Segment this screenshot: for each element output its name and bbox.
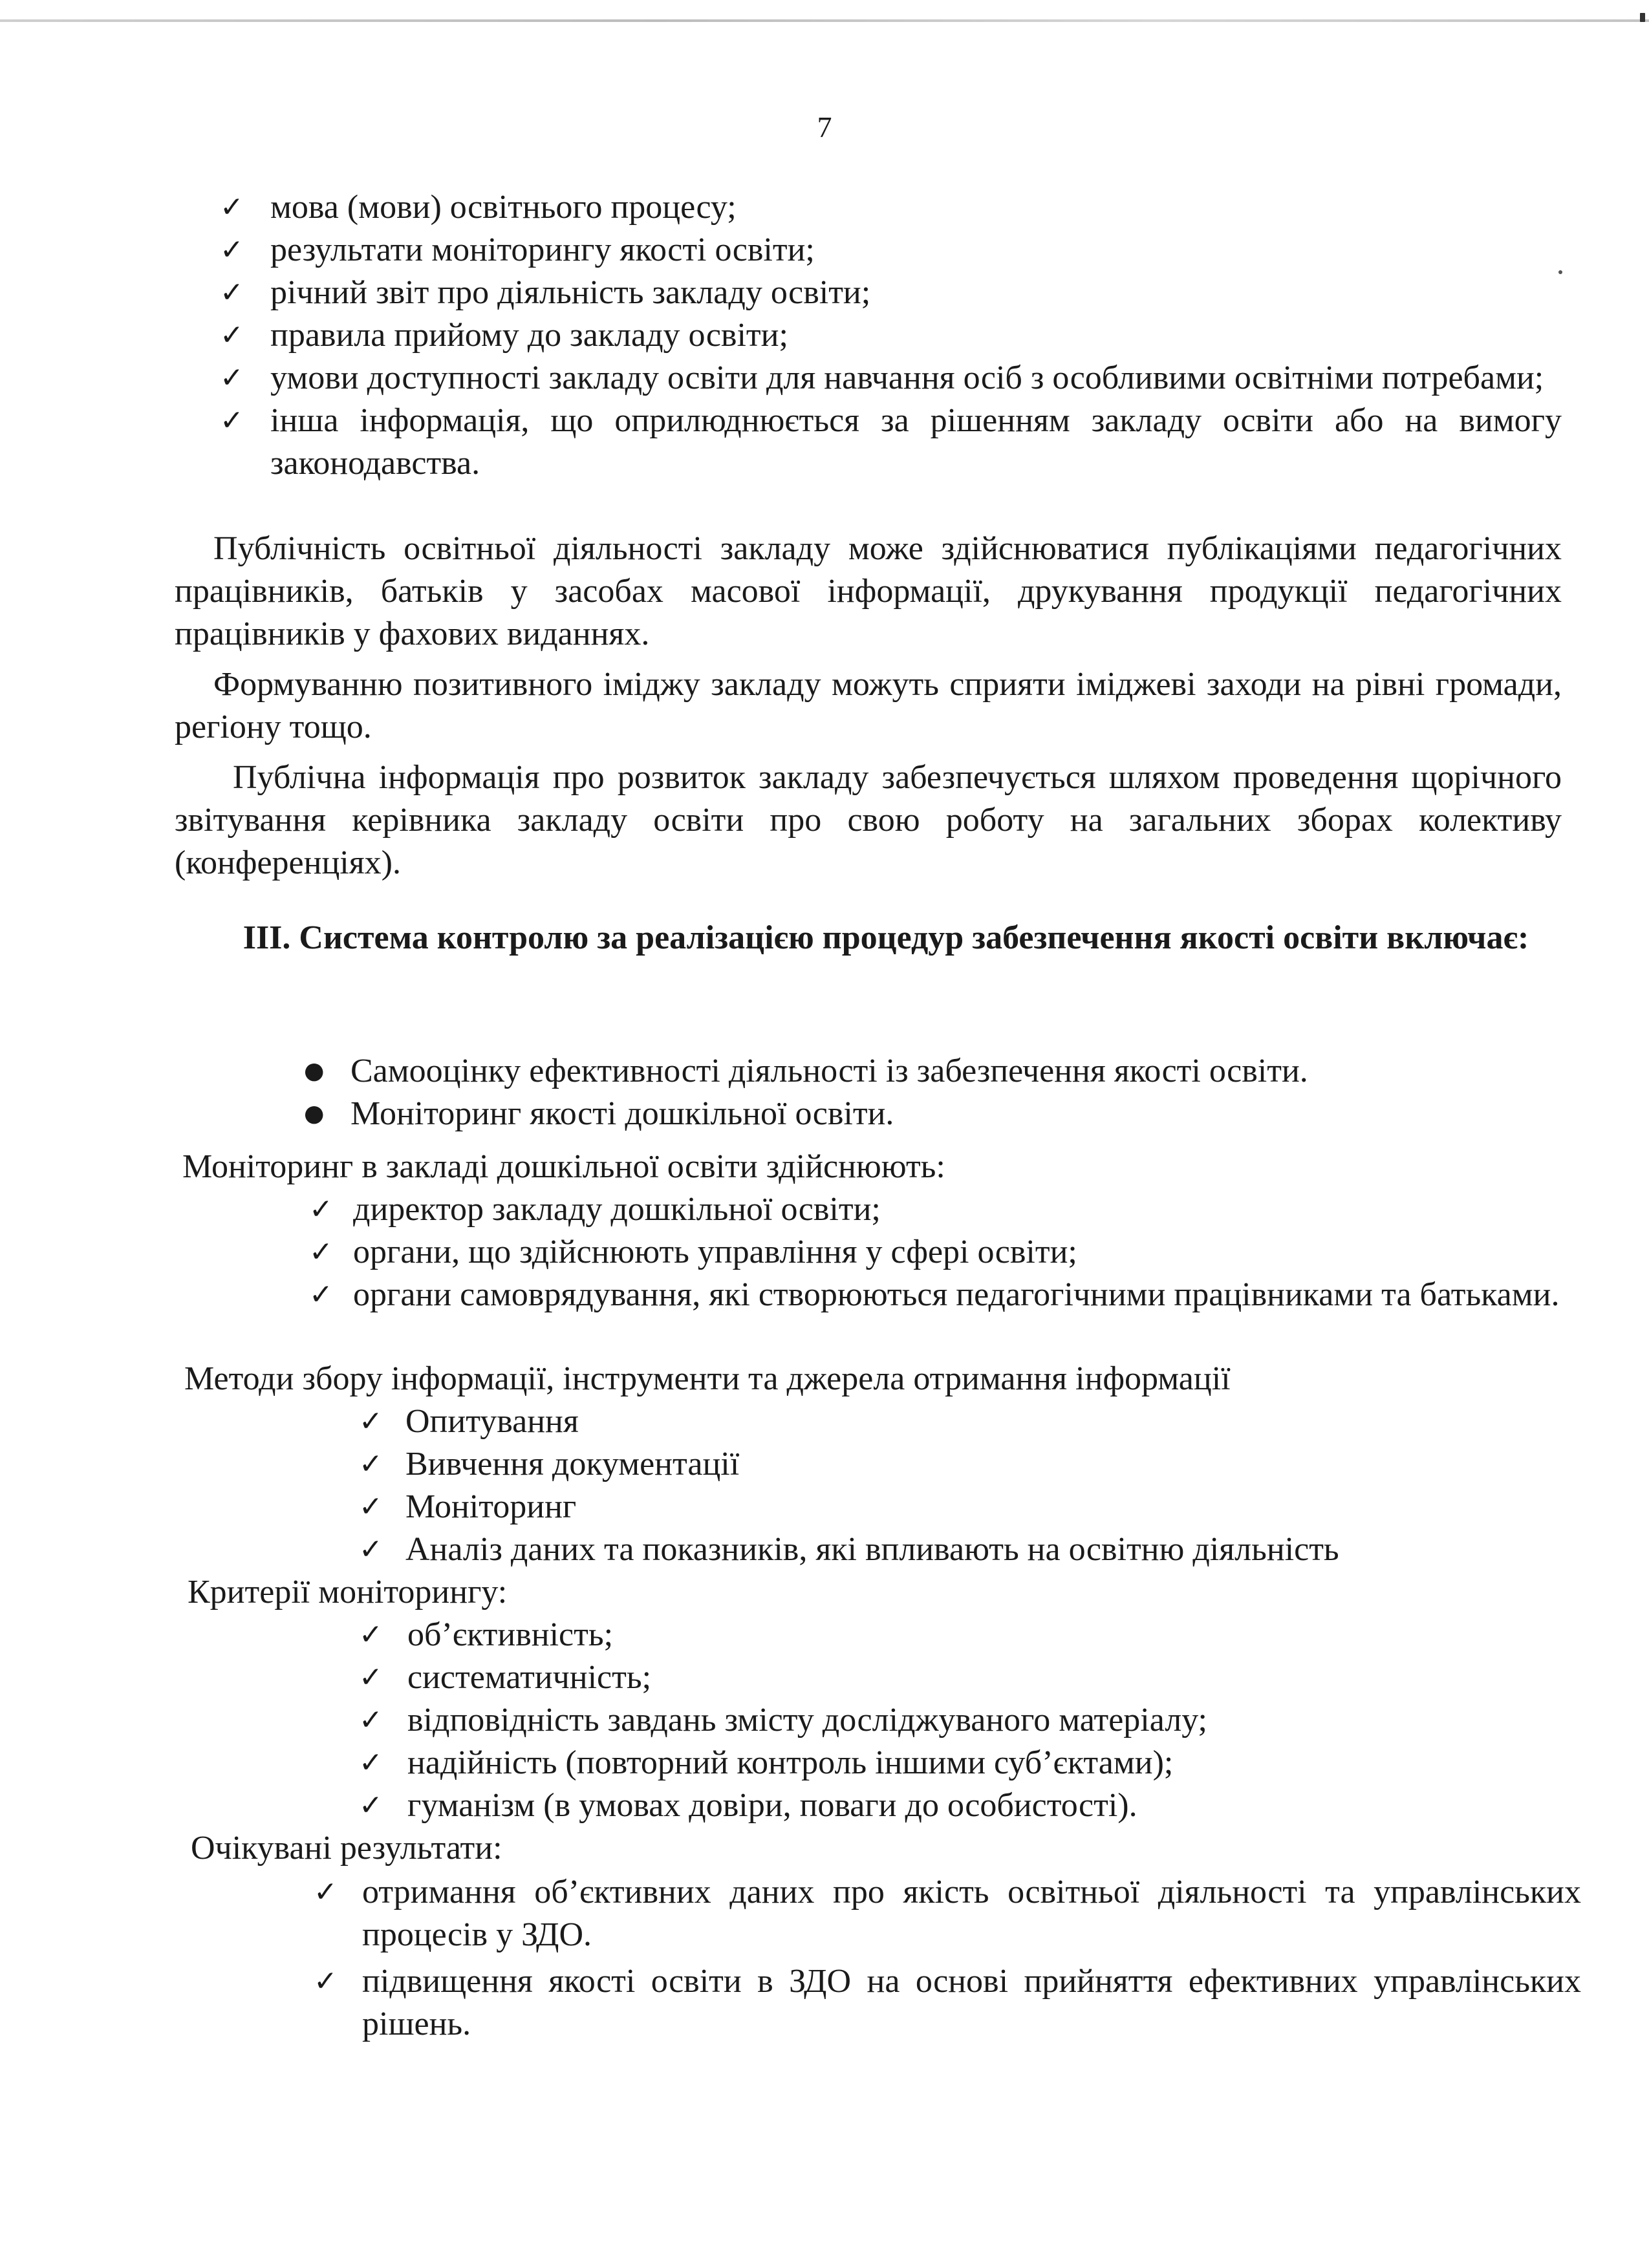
checkmark-icon: ✓ <box>314 1965 338 1998</box>
scan-speck <box>1640 13 1645 22</box>
list-item <box>359 1486 1562 1528</box>
list-item-text: гуманізм (в умовах довіри, поваги до особистості). <box>407 1787 1137 1824</box>
checkmark-icon: ✓ <box>220 276 244 309</box>
list-item-text: річний звіт про діяльність закладу освіти; <box>270 274 871 311</box>
list-item-text: директор закладу дошкільної освіти; <box>353 1191 881 1228</box>
list-item <box>309 1188 1560 1231</box>
list-item <box>220 229 1562 272</box>
checkmark-icon: ✓ <box>359 1490 383 1523</box>
list-item <box>359 1400 1562 1443</box>
list-item-text: Аналіз даних та показників, які впливають на освітню діяльність <box>405 1531 1339 1568</box>
checkmark-icon: ✓ <box>359 1789 383 1822</box>
list-item-text: надійність (повторний контроль іншими суб’єктами); <box>407 1744 1174 1781</box>
criteria-list <box>359 1614 1562 1827</box>
list-item-text: підвищення якості освіти в ЗДО на основі прийняття ефективних управлінських рішень. <box>362 1963 1581 2042</box>
checkmark-icon: ✓ <box>309 1278 333 1311</box>
bullet-item-text: Самооцінку ефективності діяльності із забезпечення якості освіти. <box>350 1053 1308 1089</box>
paragraph: Формуванню позитивного іміджу закладу можуть сприяти іміджеві заходи на рівні громади, регіону тощо. <box>175 666 1562 745</box>
checkmark-icon: ✓ <box>220 404 244 437</box>
list-item-text: Опитування <box>405 1403 579 1440</box>
bullet-icon: ● <box>304 1058 325 1084</box>
checkmark-icon: ✓ <box>220 191 244 224</box>
list-item <box>314 1871 1581 1956</box>
checkmark-icon: ✓ <box>359 1533 383 1566</box>
checkmark-icon: ✓ <box>309 1236 333 1268</box>
list-item <box>359 1699 1562 1742</box>
list-item-text: мова (мови) освітнього процесу; <box>270 189 737 226</box>
page-number: 7 <box>817 111 832 144</box>
checkmark-icon: ✓ <box>359 1405 383 1438</box>
scan-speck <box>1558 270 1562 274</box>
checkmark-icon: ✓ <box>220 361 244 394</box>
checklist-top <box>220 186 1562 485</box>
list-item-text: Моніторинг <box>405 1488 577 1525</box>
list-item <box>359 1742 1562 1784</box>
list-item-text: правила прийому до закладу освіти; <box>270 317 788 354</box>
results-intro: Очікувані результати: <box>191 1830 502 1867</box>
criteria-intro: Критерії моніторингу: <box>188 1574 508 1610</box>
list-item-text: систематичність; <box>407 1659 652 1696</box>
list-item-text: органи, що здійснюють управління у сфері освіти; <box>353 1234 1077 1270</box>
list-item <box>309 1274 1560 1316</box>
monitoring-intro: Моніторинг в закладі дошкільної освіти здійснюють: <box>182 1148 945 1185</box>
list-item <box>359 1784 1562 1827</box>
list-item <box>220 314 1562 357</box>
list-item-text: відповідність завдань змісту досліджуваного матеріалу; <box>407 1702 1207 1738</box>
methods-intro: Методи збору інформації, інструменти та джерела отримання інформації <box>184 1360 1231 1397</box>
checkmark-icon: ✓ <box>309 1193 333 1226</box>
methods-list <box>359 1400 1562 1571</box>
list-item-text: умови доступності закладу освіти для навчання осіб з особливими освітніми потребами; <box>270 359 1544 396</box>
monitoring-list <box>309 1188 1560 1316</box>
bullet-icon: ● <box>304 1100 325 1127</box>
results-list <box>314 1871 1581 2046</box>
checkmark-icon: ✓ <box>220 233 244 266</box>
checkmark-icon: ✓ <box>220 319 244 352</box>
paragraph: Публічна інформація про розвиток закладу забезпечується шляхом проведення щорічного звітування керівника закладу освіти про свою роботу на загальних зборах колективу (конференціях). <box>175 759 1562 881</box>
list-item <box>359 1443 1562 1486</box>
list-item <box>359 1614 1562 1656</box>
list-item-text: органи самоврядування, які створюються педагогічними працівниками та батьками. <box>353 1276 1560 1313</box>
paragraph: Публічність освітньої діяльності закладу може здійснюватися публікаціями педагогічних працівників, батьків у засобах масової інформації, друкування продукції педагогічних працівників у фахових виданнях. <box>175 530 1562 652</box>
section-heading: ІІІ. Система контролю за реалізацією процедур забезпечення якості освіти включає: <box>242 919 1529 956</box>
list-item <box>359 1528 1562 1571</box>
list-item-text: об’єктивність; <box>407 1616 614 1653</box>
checkmark-icon: ✓ <box>359 1448 383 1481</box>
list-item-text: Вивчення документації <box>405 1446 740 1482</box>
bullet-list <box>304 1050 1533 1135</box>
page-number-container <box>0 110 1649 144</box>
checkmark-icon: ✓ <box>359 1661 383 1694</box>
list-item <box>220 357 1562 400</box>
bullet-item <box>304 1093 1533 1135</box>
bullet-item <box>304 1050 1533 1093</box>
checkmark-icon: ✓ <box>314 1876 338 1909</box>
list-item-text: інша інформація, що оприлюднюється за рішенням закладу освіти або на вимогу законодавства. <box>270 402 1562 482</box>
list-item <box>220 400 1562 485</box>
body-paragraphs <box>175 528 1562 884</box>
list-item <box>220 186 1562 229</box>
checkmark-icon: ✓ <box>359 1704 383 1737</box>
bullet-item-text: Моніторинг якості дошкільної освіти. <box>350 1095 894 1132</box>
list-item-text: результати моніторингу якості освіти; <box>270 231 815 268</box>
list-item <box>359 1656 1562 1699</box>
checkmark-icon: ✓ <box>359 1618 383 1651</box>
checkmark-icon: ✓ <box>359 1746 383 1779</box>
scan-edge-line <box>0 19 1649 22</box>
list-item <box>220 272 1562 314</box>
list-item <box>309 1231 1560 1274</box>
list-item <box>314 1960 1581 2046</box>
list-item-text: отримання об’єктивних даних про якість освітньої діяльності та управлінських процесів у ЗДО. <box>362 1874 1581 1953</box>
